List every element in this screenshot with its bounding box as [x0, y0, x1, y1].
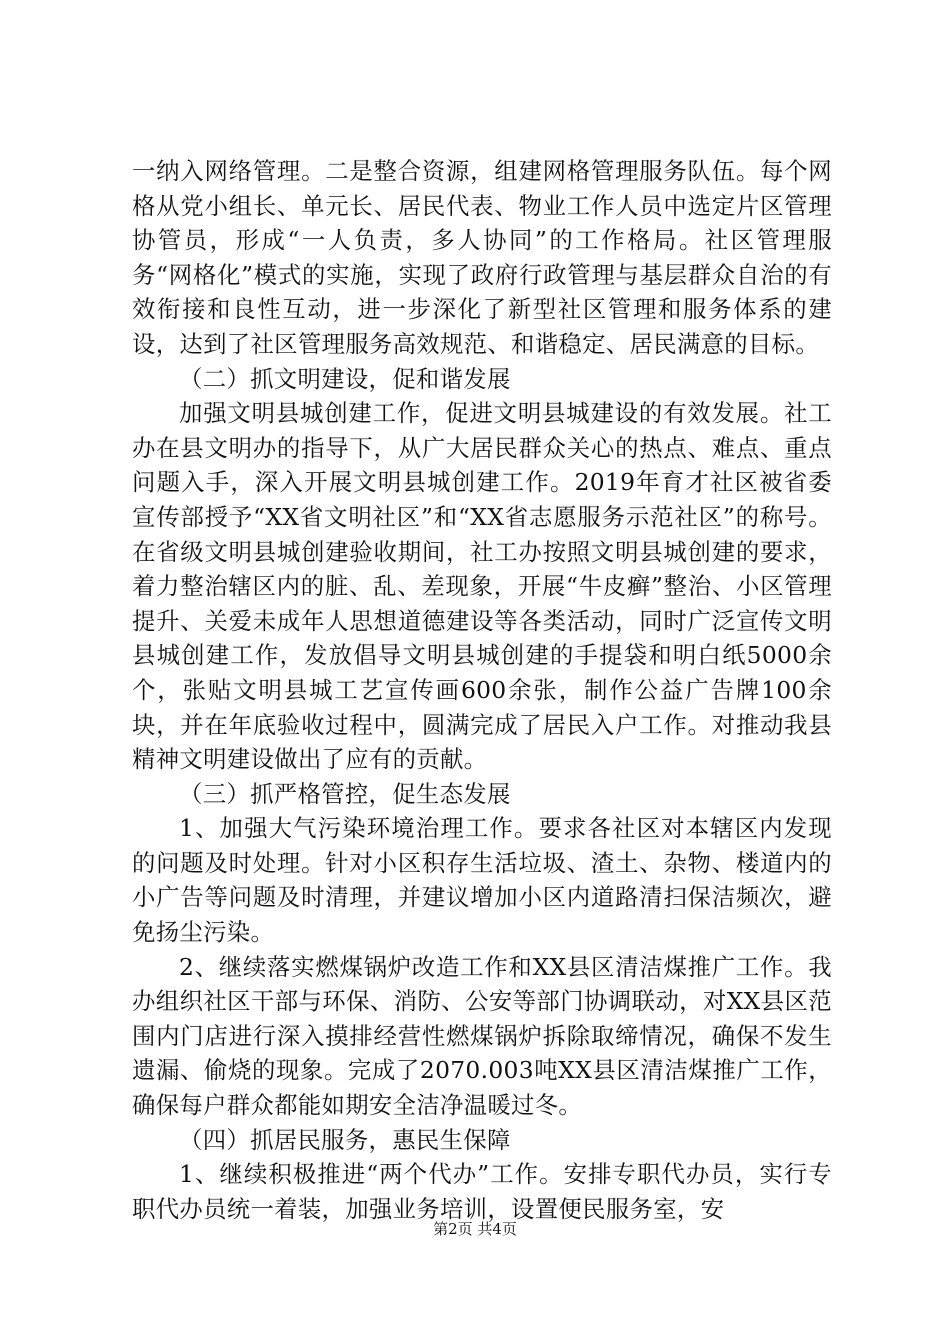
section-heading-2: （二）抓文明建设，促和谐发展	[179, 364, 511, 393]
paragraph-coal-boiler: 2、继续落实燃煤锅炉改造工作和XX县区清洁煤推广工作。我办组织社区干部与环保、消防、公安等部门协调联动，对XX县区范围内门店进行深入摸排经营性燃煤锅炉拆除取缔情况，确保不发生遗漏、偷烧的现象。完成了2070.003吨XX县区清洁煤推广工作，确保每户群众都能如期安全洁净温暖过冬。	[132, 952, 832, 1120]
page-footer: 第2页 共4页	[433, 1220, 517, 1238]
document-body	[132, 154, 832, 1226]
paragraph-air-pollution: 1、加强大气污染环境治理工作。要求各社区对本辖区内发现的问题及时处理。针对小区积存生活垃圾、渣土、杂物、楼道内的小广告等问题及时清理，并建议增加小区内道路清扫保洁频次，避免扬尘污染。	[132, 814, 832, 947]
section-heading-3: （三）抓严格管控，促生态发展	[179, 779, 511, 808]
paragraph-continuation: 一纳入网络管理。二是整合资源，组建网格管理服务队伍。每个网格从党小组长、单元长、居民代表、物业工作人员中选定片区管理协管员，形成“一人负责，多人协同”的工作格局。社区管理服务“网格化”模式的实施，实现了政府行政管理与基层群众自治的有效衔接和良性互动，进一步深化了新型社区管理和服务体系的建设，达到了社区管理服务高效规范、和谐稳定、居民满意的目标。	[132, 157, 832, 358]
paragraph-resident-service: 1、继续积极推进“两个代办”工作。安排专职代办员，实行专职代办员统一着装，加强业务培训，设置便民服务室，安	[132, 1160, 832, 1223]
section-heading-4: （四）抓居民服务，惠民生保障	[179, 1125, 511, 1154]
paragraph-civilization: 加强文明县城创建工作，促进文明县城建设的有效发展。社工办在县文明办的指导下，从广大居民群众关心的热点、难点、重点问题入手，深入开展文明县城创建工作。2019年育才社区被省委宣传部授予“XX省文明社区”和“XX省志愿服务示范社区”的称号。在省级文明县城创建验收期间，社工办按照文明县城创建的要求，着力整治辖区内的脏、乱、差现象，开展“牛皮癣”整治、小区管理提升、关爱未成年人思想道德建设等各类活动，同时广泛宣传文明县城创建工作，发放倡导文明县城创建的手提袋和明白纸5000余个，张贴文明县城工艺宣传画600余张，制作公益广告牌100余块，并在年底验收过程中，圆满完成了居民入户工作。对推动我县精神文明建设做出了应有的贡献。	[132, 399, 832, 774]
